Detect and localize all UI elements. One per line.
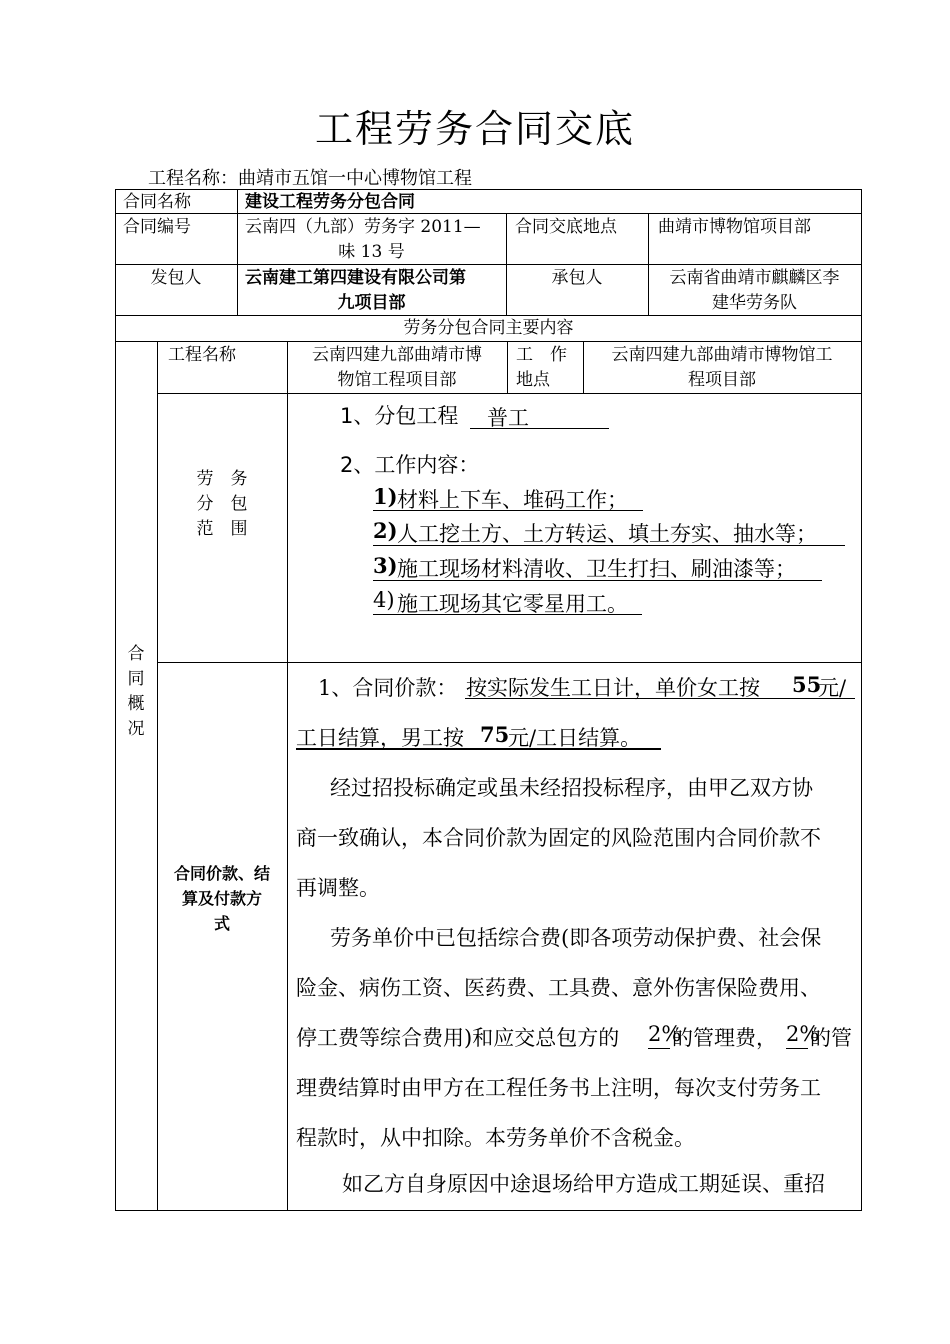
scope-item-1-value: 普工 [487,406,529,430]
contractor-value-line1: 云南省曲靖市麒麟区李 [669,268,840,288]
employer-label: 发包人 [150,268,202,288]
work-place-value-line2: 程项目部 [688,370,756,390]
project-value-line1: 云南四建九部曲靖市博 [312,345,482,365]
brief-place-label: 合同交底地点 [515,217,617,237]
main-content-header: 劳务分包合同主要内容 [403,318,574,338]
contract-no-value-line1: 云南四（九部）劳务字 2011— [245,217,481,237]
contractor-label: 承包人 [551,268,603,288]
project-label: 工程名称 [168,345,236,365]
contract-no-value-line2: 味 13 号 [338,242,405,262]
project-name-line: 工程名称：曲靖市五馆一中心博物馆工程 [148,168,472,189]
contract-no-label: 合同编号 [123,217,191,237]
project-value-line2: 物馆工程项目部 [337,370,457,390]
scope-item-2: 2、工作内容： [340,453,480,477]
scope-item-1-prefix: 1、分包工程 [340,404,459,428]
work-place-label-line1: 工 作 [516,345,567,365]
price-para-3: 如乙方自身原因中途退场给甲方造成工期延误、重招 [342,1172,825,1196]
contract-name-value: 建设工程劳务分包合同 [245,192,415,212]
contract-name-label: 合同名称 [123,192,191,212]
brief-place-value: 曲靖市博物馆项目部 [658,217,811,237]
work-place-label-line2: 地点 [516,370,550,390]
work-place-value-line1: 云南四建九部曲靖市博物馆工 [611,345,833,365]
employer-value-line2: 九项目部 [337,293,406,313]
employer-value-line1: 云南建工第四建设有限公司第 [245,268,466,288]
contractor-value-line2: 建华劳务队 [712,293,797,313]
document-title: 工程劳务合同交底 [314,107,635,151]
